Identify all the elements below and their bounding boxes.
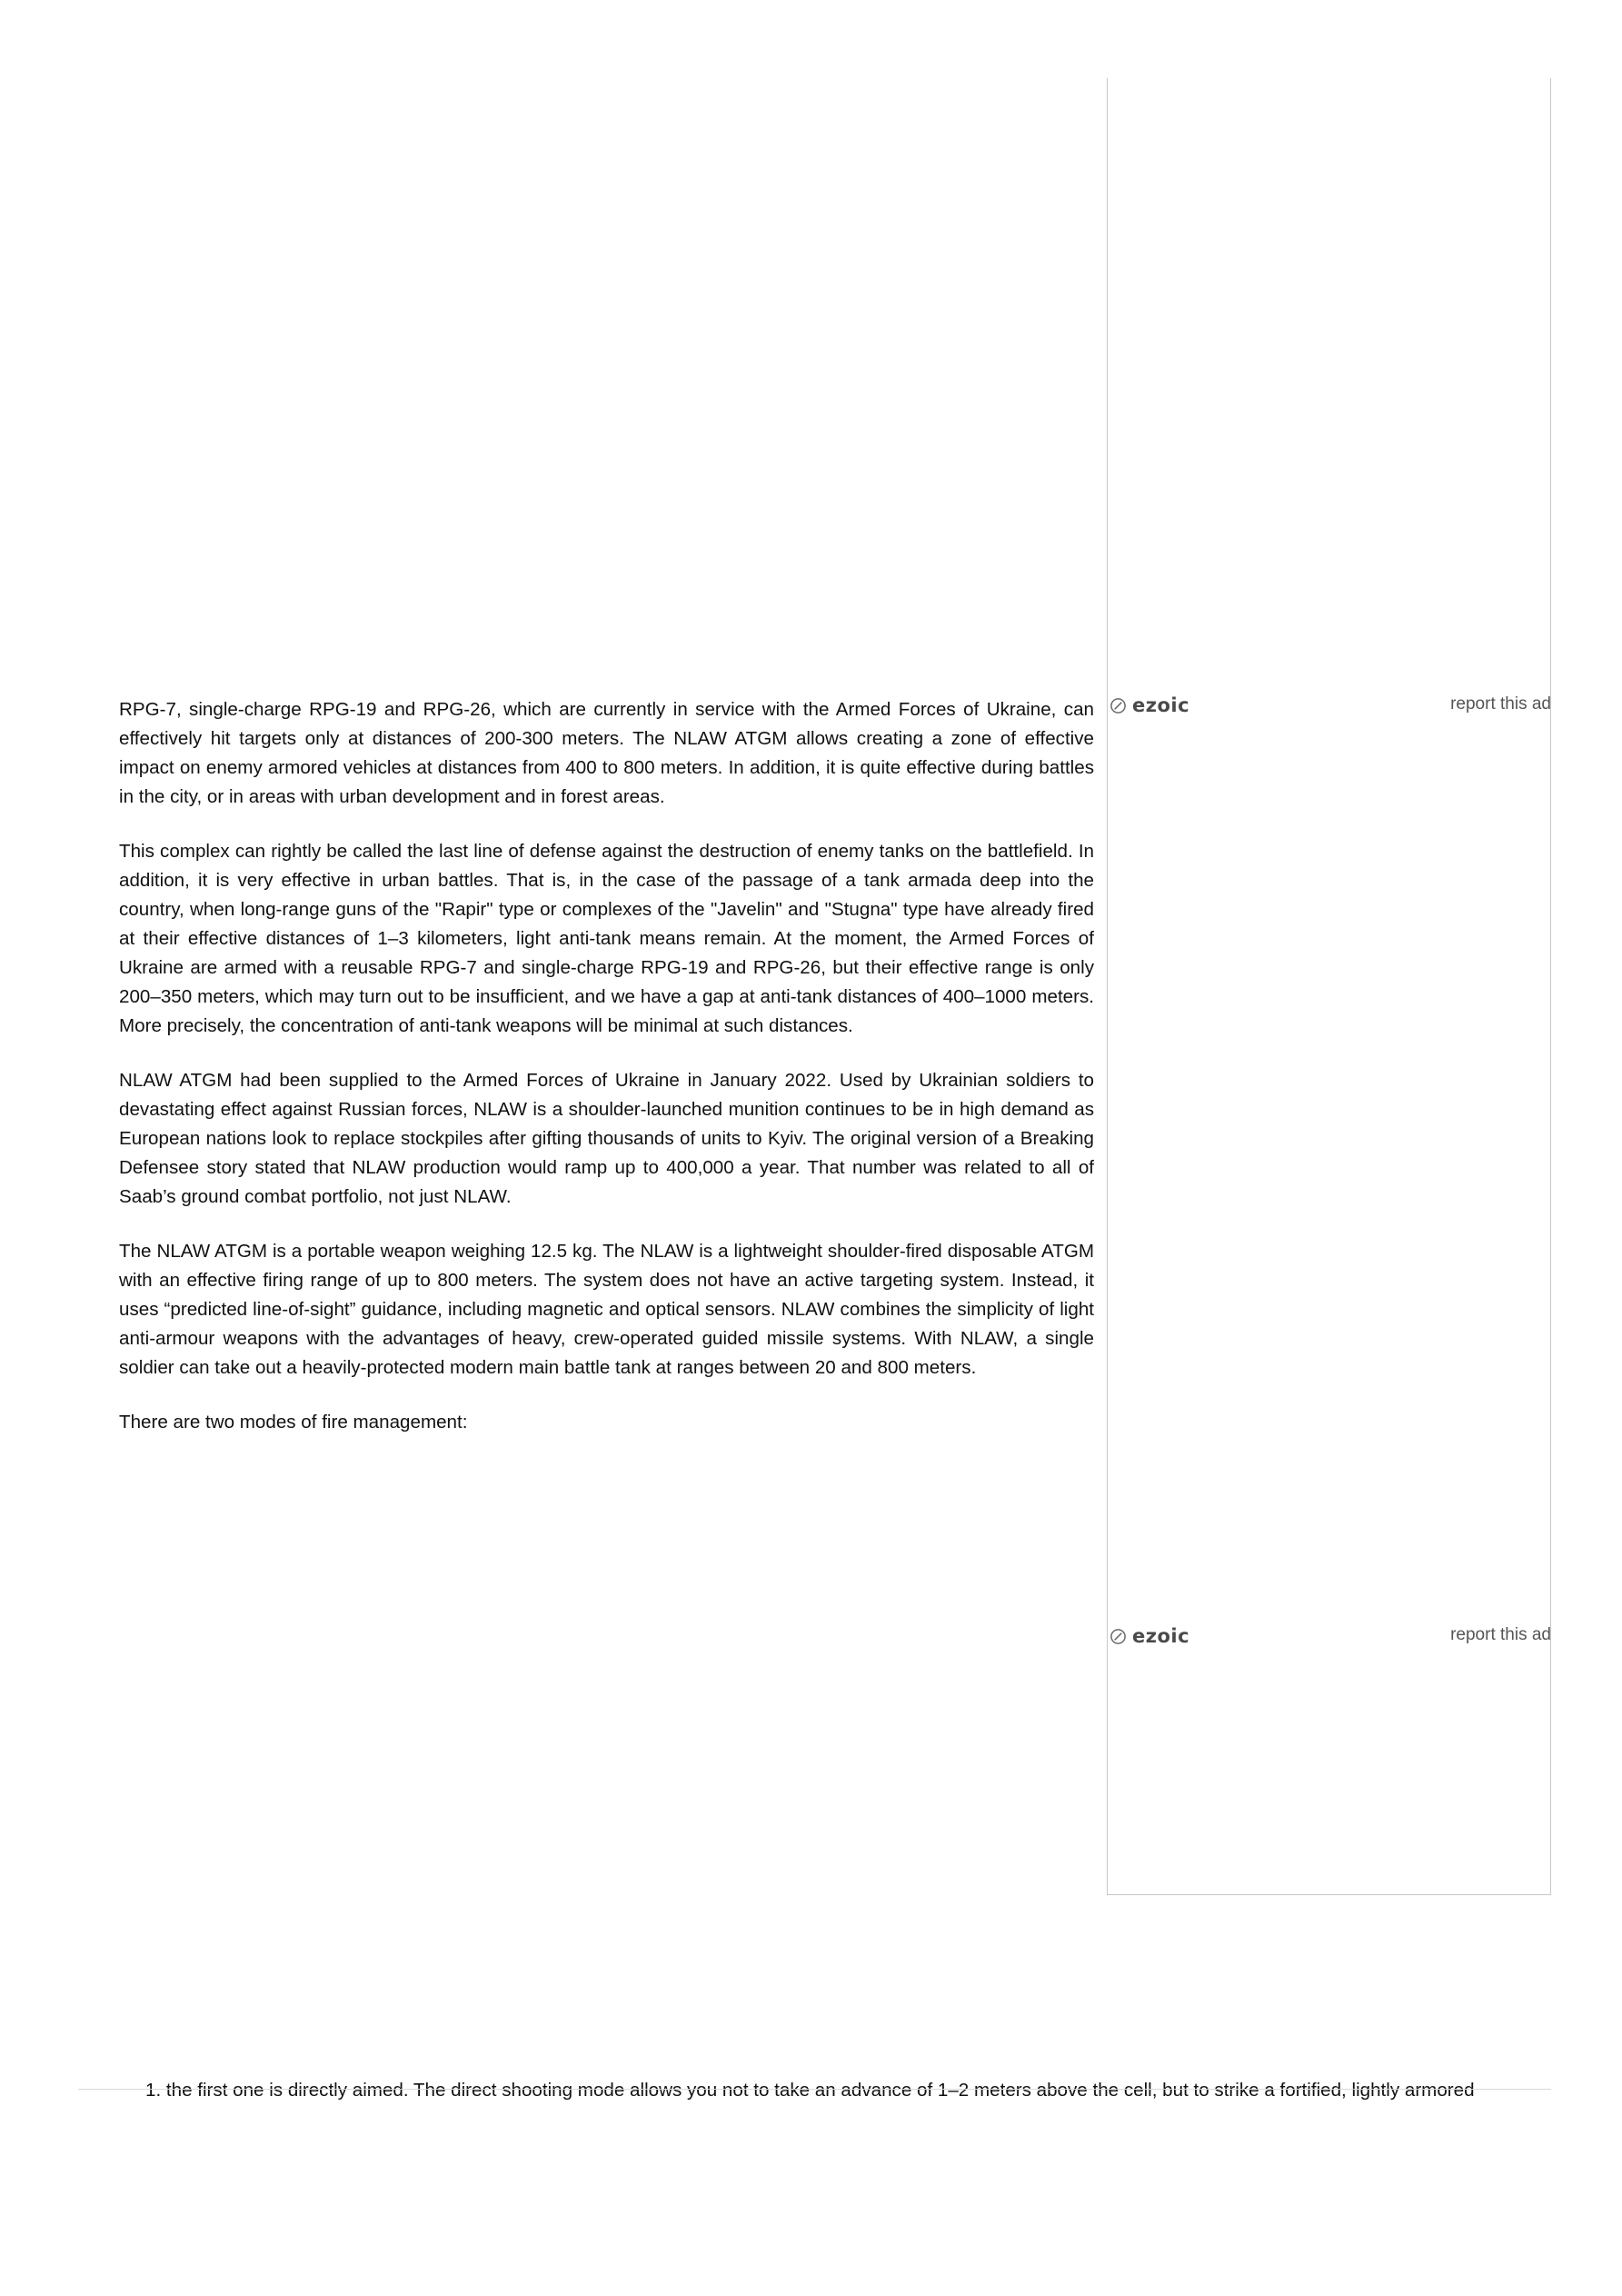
article-body bbox=[119, 695, 1094, 1462]
ezoic-brand-text: ezoic bbox=[1132, 1625, 1190, 1647]
list-item-cutoff: 1. the first one is directly aimed. The direct shooting mode allows you not to take an advance of 1–2 meters above the cell, but to strike a fortified, lightly armored bbox=[145, 2080, 1475, 2101]
ezoic-circle-slash-icon bbox=[1110, 1628, 1127, 1645]
article-paragraph-2: This complex can rightly be called the last line of defense against the destruction of enemy tanks on the battlefield. In addition, it is very effective in urban battles. That is, in the case of the passage of a tank armada deep into the country, when long-range guns of the "Rapir" type or complexes of the "Javelin" and "Stugna" type have already fired at their effective distances of 1–3 kilometers, light anti-tank means remain. At the moment, the Armed Forces of Ukraine are armed with a reusable RPG-7 and single-charge RPG-19 and RPG-26, but their effective range is only 200–350 meters, which may turn out to be insufficient, and we have a gap at anti-tank distances of 400–1000 meters. More precisely, the concentration of anti-tank weapons will be minimal at such distances. bbox=[119, 841, 1094, 1036]
article-paragraph-3: NLAW ATGM had been supplied to the Armed Forces of Ukraine in January 2022. Used by Ukrainian soldiers to devastating effect against Russian forces, NLAW is a shoulder-launched munition continues to be in high demand as European nations look to replace stockpiles after gifting thousands of units to Kyiv. The original version of a Breaking Defensee story stated that NLAW production would ramp up to 400,000 a year. That number was related to all of Saab’s ground combat portfolio, not just NLAW. bbox=[119, 1070, 1094, 1207]
ad-label-bar-1 bbox=[1110, 694, 1551, 721]
ezoic-brand-text: ezoic bbox=[1132, 694, 1190, 716]
article-paragraph-4: The NLAW ATGM is a portable weapon weighing 12.5 kg. The NLAW is a lightweight shoulder-fired disposable ATGM with an effective firing range of up to 800 meters. The system does not have an active targeting system. Instead, it uses “predicted line-of-sight” guidance, including magnetic and optical sensors. NLAW combines the simplicity of light anti-armour weapons with the advantages of heavy, crew-operated guided missile systems. With NLAW, a single soldier can take out a heavily-protected modern main battle tank at ranges between 20 and 800 meters. bbox=[119, 1241, 1094, 1378]
ezoic-circle-slash-icon bbox=[1110, 697, 1127, 714]
report-ad-link-2[interactable]: report this ad bbox=[1450, 1625, 1551, 1644]
page-divider bbox=[78, 2089, 1551, 2090]
article-paragraph-5: There are two modes of fire management: bbox=[119, 1412, 468, 1433]
sidebar-ad-container bbox=[1107, 78, 1551, 1895]
ad-label-bar-2 bbox=[1110, 1624, 1551, 1652]
ezoic-logo[interactable] bbox=[1110, 1625, 1189, 1647]
report-ad-link-1[interactable]: report this ad bbox=[1450, 694, 1551, 714]
article-paragraph-1: RPG-7, single-charge RPG-19 and RPG-26, which are currently in service with the Armed Forces of Ukraine, can effectively hit targets only at distances of 200-300 meters. The NLAW ATGM allows creating a zone of effective impact on enemy armored vehicles at distances from 400 to 800 meters. In addition, it is quite effective during battles in the city, or in areas with urban development and in forest areas. bbox=[119, 699, 1094, 807]
ezoic-logo[interactable] bbox=[1110, 694, 1189, 716]
